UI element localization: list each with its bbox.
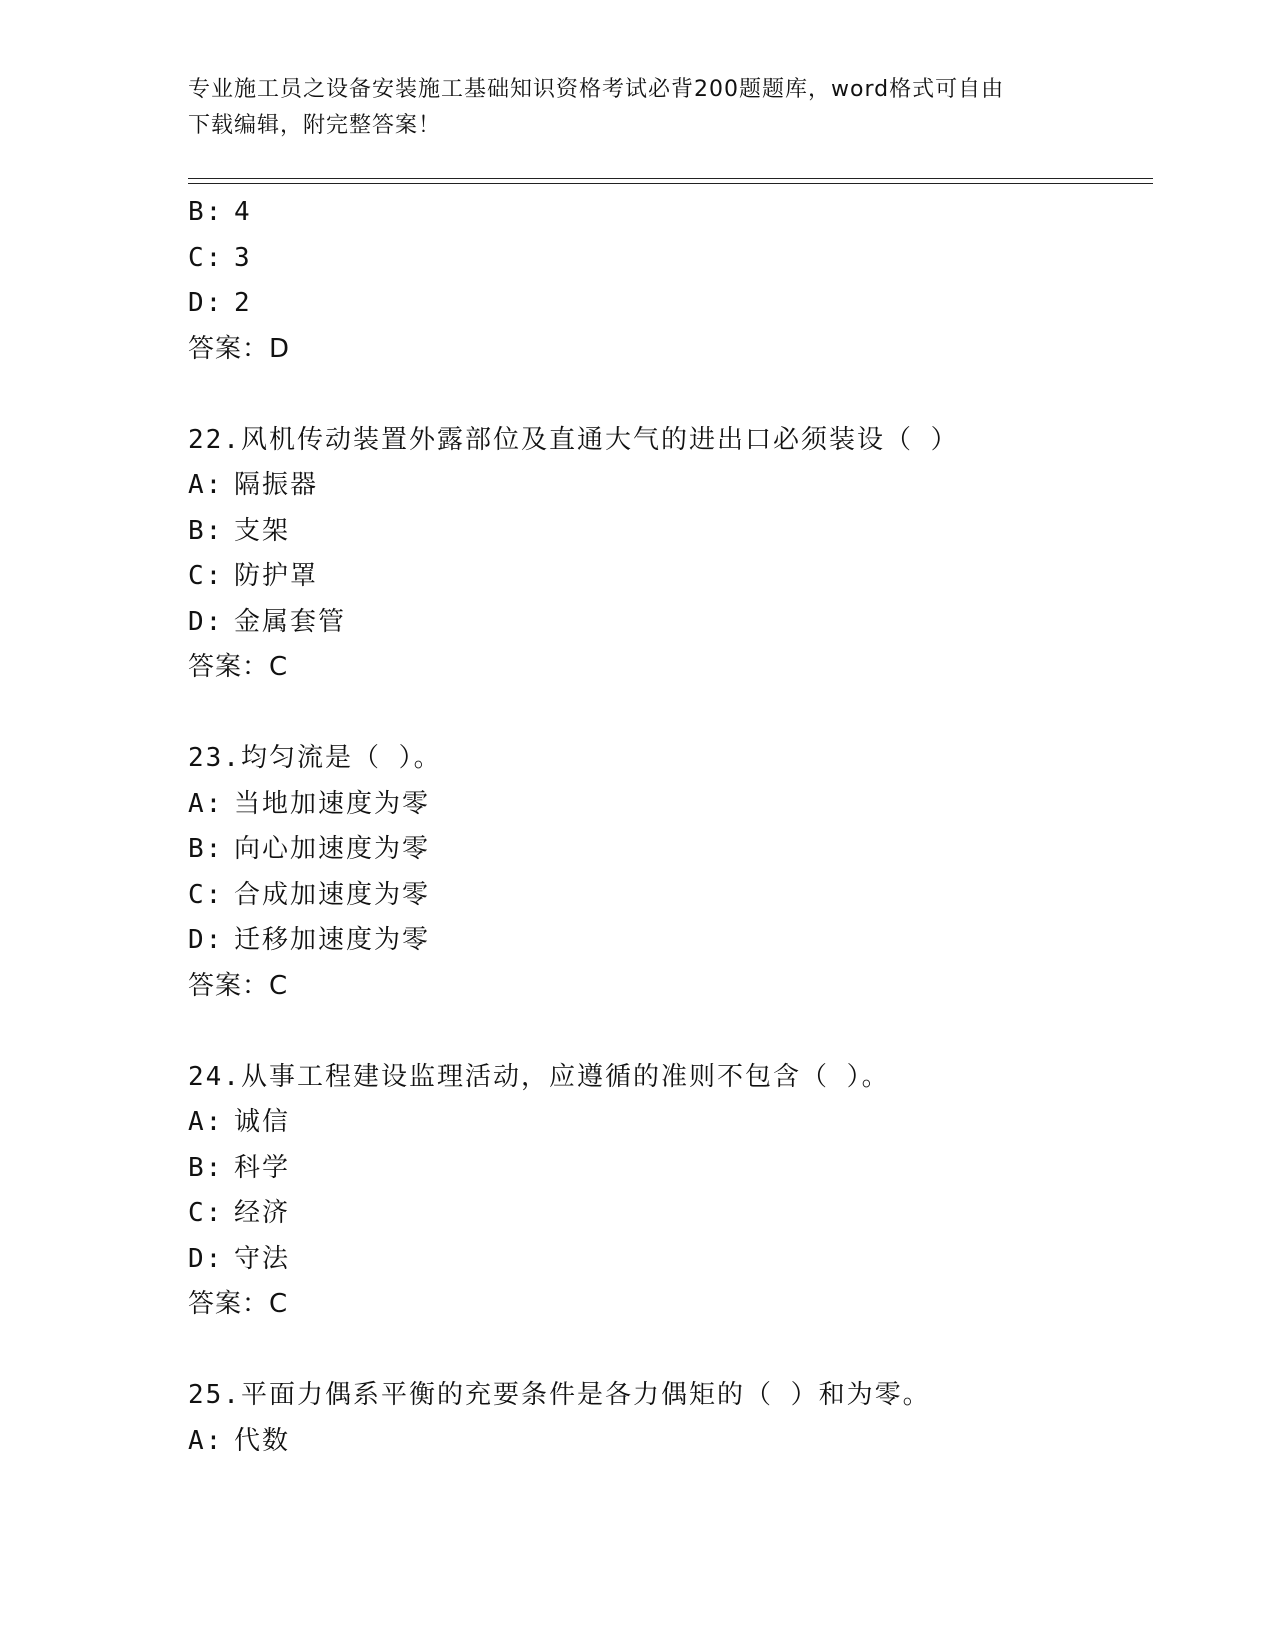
option-row <box>188 918 1148 964</box>
option-text: 2 <box>234 288 252 318</box>
option-row <box>188 1191 1148 1237</box>
option-letter: C: <box>188 561 224 591</box>
question-stem: 23.均匀流是（ ）。 <box>188 743 442 773</box>
answer-line: 答案：C <box>188 1289 289 1319</box>
answer-line: 答案：C <box>188 970 289 1001</box>
option-letter: B: <box>188 834 224 864</box>
question-stem: 25.平面力偶系平衡的充要条件是各力偶矩的（ ）和为零。 <box>188 1380 931 1410</box>
option-text: 防护罩 <box>234 561 319 591</box>
spacer <box>188 691 1148 737</box>
option-text: 4 <box>234 197 252 227</box>
option-row <box>188 236 1148 282</box>
header-rule-top <box>188 178 1153 179</box>
option-letter: B: <box>188 1152 224 1183</box>
option-text: 合成加速度为零 <box>234 879 431 910</box>
option-text: 守法 <box>234 1243 291 1274</box>
option-letter: A: <box>188 1107 224 1137</box>
answer-line: 答案：D <box>188 333 291 364</box>
option-row <box>188 1237 1148 1283</box>
option-text: 金属套管 <box>234 606 347 637</box>
option-row <box>188 554 1148 600</box>
option-letter: D: <box>188 1243 224 1274</box>
question-23 <box>188 736 1148 1009</box>
option-text: 迁移加速度为零 <box>234 925 431 955</box>
option-row <box>188 600 1148 646</box>
option-letter: D: <box>188 606 224 637</box>
option-row <box>188 463 1148 509</box>
document-header <box>188 72 1088 144</box>
option-text: 科学 <box>234 1152 291 1183</box>
option-letter: C: <box>188 242 224 273</box>
question-stem: 22.风机传动装置外露部位及直通大气的进出口必须装设（ ） <box>188 424 959 455</box>
option-letter: A: <box>188 1425 224 1456</box>
option-row <box>188 281 1148 327</box>
question-25 <box>188 1373 1148 1464</box>
option-text: 3 <box>234 242 252 273</box>
option-row <box>188 1419 1148 1465</box>
option-letter: C: <box>188 1198 224 1228</box>
option-row <box>188 1100 1148 1146</box>
option-row <box>188 1146 1148 1192</box>
option-letter: D: <box>188 288 224 318</box>
header-rule-bottom <box>188 183 1153 184</box>
question-24 <box>188 1055 1148 1328</box>
option-text: 当地加速度为零 <box>234 788 431 819</box>
header-line-1: 专业施工员之设备安装施工基础知识资格考试必背200题题库，word格式可自由 <box>188 77 1005 102</box>
question-22 <box>188 418 1148 691</box>
answer-line: 答案：C <box>188 652 289 682</box>
option-text: 隔振器 <box>234 470 319 500</box>
header-line-2: 下载编辑，附完整答案！ <box>188 113 442 138</box>
option-letter: A: <box>188 470 224 500</box>
option-text: 代数 <box>234 1425 291 1456</box>
option-text: 支架 <box>234 515 291 546</box>
option-text: 诚信 <box>234 1107 291 1137</box>
option-letter: C: <box>188 879 224 910</box>
spacer <box>188 1328 1148 1374</box>
question-list <box>188 190 1148 1464</box>
spacer <box>188 1009 1148 1055</box>
question-stem: 24.从事工程建设监理活动，应遵循的准则不包含（ ）。 <box>188 1061 890 1092</box>
option-letter: D: <box>188 925 224 955</box>
option-row <box>188 827 1148 873</box>
question-21-continuation <box>188 190 1148 372</box>
spacer <box>188 372 1148 418</box>
option-letter: B: <box>188 515 224 546</box>
option-row <box>188 873 1148 919</box>
option-row <box>188 190 1148 236</box>
option-row <box>188 782 1148 828</box>
option-row <box>188 509 1148 555</box>
option-text: 向心加速度为零 <box>234 834 431 864</box>
option-letter: A: <box>188 788 224 819</box>
option-text: 经济 <box>234 1198 291 1228</box>
option-letter: B: <box>188 197 224 227</box>
